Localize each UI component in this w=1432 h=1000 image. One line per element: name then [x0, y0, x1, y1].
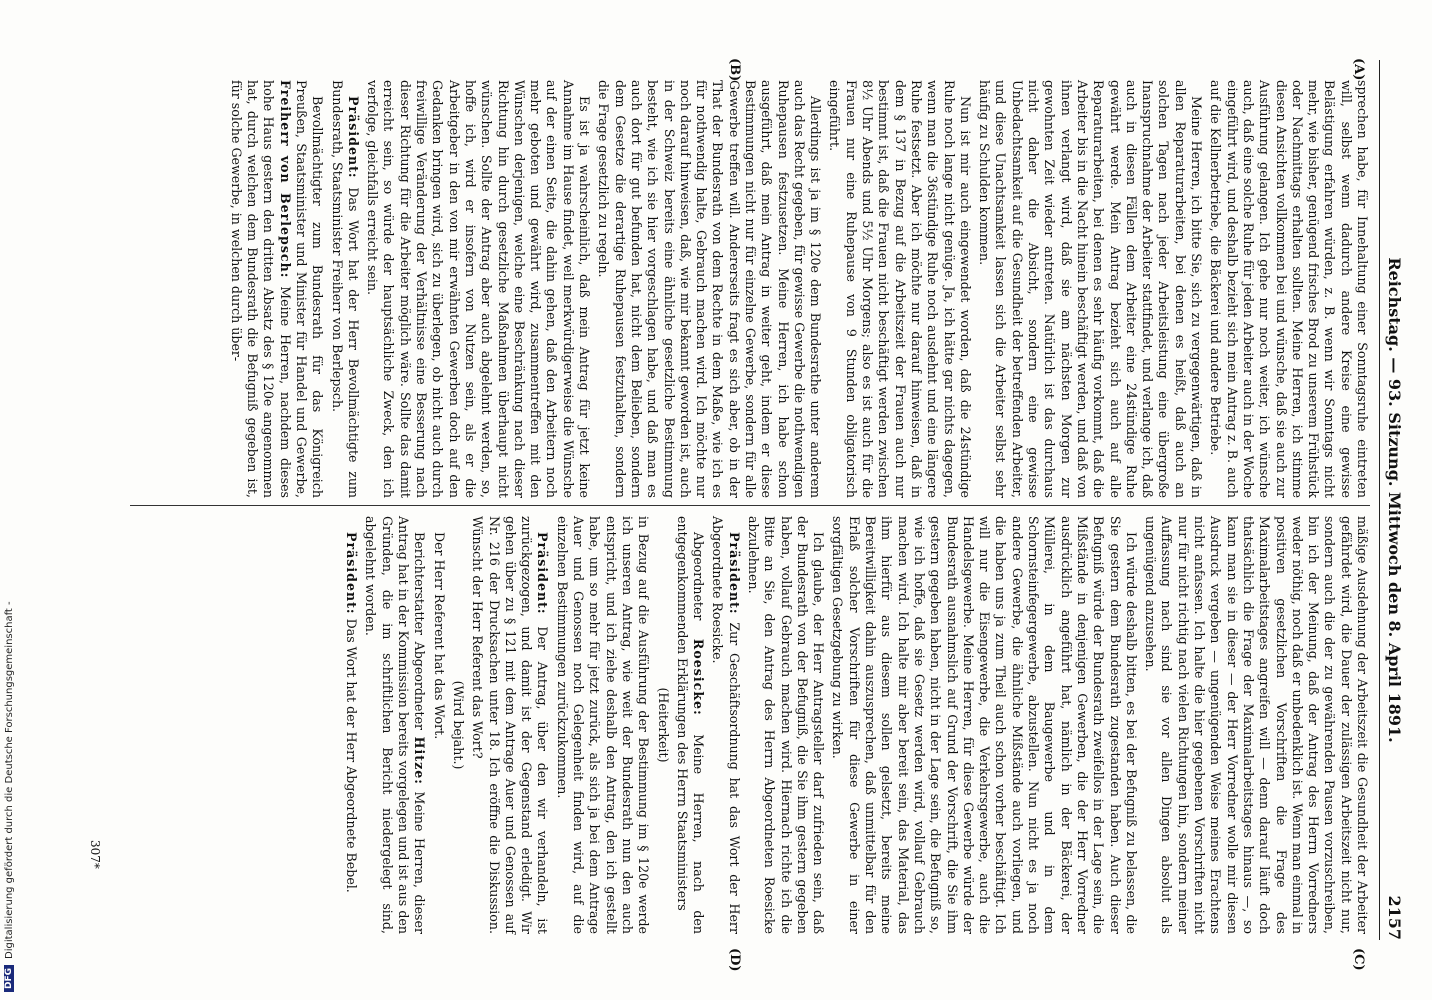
paragraph: in Bezug auf die Ausführung der Bestimmung im § 120e werde ich unseren Antrag, wie weit der Bundesrath nun den auch entspricht, und ich ziehe deshalb den Antrag, den ich gestellt habe, um so mehr für jetzt zurück, als sich ja bei dem Antrage Auer und Genossen noch Gelegenheit finden wird, auf die einzelnen Bestimmungen zurückzukommen. — [554, 516, 652, 934]
paragraph: Ich würde deshalb bitten, es bei der Befugniß zu belassen, die Sie gestern dem Bundesrath zugestanden haben. Auch dieser Befugniß würde der Bundesrath zweifellos in der Lage sein, die Mißstände in denjenigen Gewerben, die der Herr Vorredner ausdrücklich angeführt hat, nämlich in der Bäckerei, der Müllerei, in dem Baugewerbe und in dem Schornsteinfegergewerbe, abzustellen. Nun nicht es ja noch andere Gewerbe, die ähnliche Mißstände auch vorliegen, und die haben uns ja zum Theil auch schon vorher beschäftigt. Ich will nur die Eisengewerbe, die Verkehrsgewerbe, auch die Handelsgewerbe. Meine Herren, für diese Gewerbe würde der Bundesrath ausnahmslich auf Grund der Vorschrift, die Sie ihm gestern gegeben haben, nicht in der Lage sein, die Befugniß so, wie ich hoffe, daß sie Gesetz werden wird, vollauf Gebrauch machen wird. Ich halte mir aber bereit sein, das Material, das ihm hierfür aus diesem sollen gelsetzt, bereits meine Bereitwilligkeit dahin auszusprechen, daß unmittelbar für den Erlaß solcher Vorschriften für diese Gewerbe in einer sorgfältigen Gesetzgebung zu wirken. — [830, 516, 1139, 934]
speech-text: Der Antrag, über den wir verhandeln, ist zurückgezogen, und damit ist der Gegenstand erledigt. Wir gehen über zu § 121 mit dem Antrage Auer und Genossen auf Nr. 216 der Drucksachen unter 18. Ich eröffne die Diskussion. Wünscht der Herr Referent das Wort? — [470, 516, 551, 934]
credit-text: Digitalisierung gefördert durch die Deutsche Forschungsgemeinschaft - — [3, 601, 15, 959]
speaker-title: Bevollmächtigter zum Bundesrath für das Königreich Preußen, Staatsminister und Minister für Handel und Gewerbe, — [294, 80, 326, 498]
margin-marker-d: (D) — [727, 948, 742, 972]
running-title: Reichstag. — 93. Sitzung. Mittwoch den 8. April 1891. — [1385, 257, 1404, 743]
column-divider — [130, 505, 1370, 506]
stage-direction: (Wird bejaht.) — [450, 680, 466, 770]
speaker-name: Präsident: — [345, 96, 361, 179]
paragraph: Nun ist mir auch eingewendet worden, daß die 24stündige Ruhe noch lange nicht genüge. Ja, ich hätte gar nichts dagegen, wenn man die 36stündige Ruhe noch ausdehnt und eine längere Ruhe festsetzt. Aber ich möchte nur darauf hinweisen, daß in dem § 137 in Bezug auf die Arbeitszeit der Frauen auch nur bestimmt ist, daß die Frauen nicht beschäftigt werden zwischen 8½ Uhr Abends und 5½ Uhr Morgens; also es ist auch für die Frauen nur eine Ruhepause von 9 Stunden obligatorisch eingeführt. — [827, 80, 973, 498]
speech-president — [343, 516, 359, 934]
speaker-name: Roesicke: — [691, 638, 707, 716]
speech-text: Meine Herren, nach den entgegenkommenden Erklärungen des Herrn Staatsministers — [674, 516, 707, 934]
speaker-name: Hitze: — [412, 736, 428, 785]
dfg-logo: DFG — [4, 965, 14, 992]
speaker-name: Freiherr von Berlepsch: — [277, 80, 293, 279]
speech-president — [328, 80, 361, 498]
margin-marker-b: (B) — [727, 58, 742, 82]
speaker-title: Berichterstatter Abgeordneter — [412, 532, 428, 731]
speech-minister — [228, 80, 326, 498]
speech-text: Zur Geschäftsordnung hat das Wort der Herr Abgeordnete Roesicke. — [710, 516, 742, 934]
speech-president — [469, 516, 550, 934]
paragraph: Allerdings ist ja im § 120e dem Bundesrathe unter anderem auch das Recht gegeben, für gewisse Gewerbe die nothwendigen Ruhepausen festzusetzen. Meine Herren, ich habe schon ausgeführt, daß mein Antrag in weiter geht, indem er diese Bestimmungen nicht nur für einzelne Gewerbe, sondern für alle Gewerbe treffen will. Andererseits fragt es sich aber, ob in der That der Bundesrath von dem Rechte in dem Maße, wie ich es für nothwendig halte, Gebrauch machen wird. Ich möchte nur noch darauf hinweisen, daß, wie mir bekannt geworden ist, auch in der Schweiz bereits eine ähnliche gesetzliche Bestimmung besteht, wie ich sie hier vorgeschlagen habe, und daß man es auch dort für gut befunden hat, nicht dem Belieben, sondern dem Gesetze die derartige Ruhepausen festzuhalten, sondern die Frage gesetzlich zu regeln. — [596, 80, 824, 498]
right-column — [340, 516, 1370, 934]
speech-hitze — [362, 516, 427, 934]
paragraph: Ich glaube, der Herr Antragsteller darf zufrieden sein, daß der Bundesrath von der Befugniß, die Sie ihm gestern gegeben haben, vollauf Gebrauch machen wird. Hiernach richte ich die Bitte an Sie, den Antrag des Herrn Abgeordneten Roesicke abzulehnen. — [746, 516, 827, 934]
speech-text: Meine Herren, dieser Antrag hat in der Kommission bereits vorgelegen und ist aus den Gründen, die im schriftlichen Bericht niedergelegt sind, abgelehnt worden. — [363, 516, 428, 934]
digitization-credit — [0, 0, 18, 1000]
margin-marker-c: (C) — [1351, 948, 1366, 971]
speaker-name: Präsident: — [726, 532, 742, 615]
margin-marker-a: (A) — [1351, 58, 1366, 81]
paragraph: sprechen habe, für Innehaltung einer Sonntagsruhe eintreten will, selbst wenn dadurch andere Kreise eine gewisse Belästigung erfahren würden, z. B. wenn wir Sonntags nicht mehr, wie bisher, genügend frisches Brod zu unserem Frühstück oder Nachmittags erhalten sollten. Meine Herren, ich stimme diesen Ansichten vollkommen bei und wünsche, daß sie auch zur Ausführung gelangen. Ich gehe nur noch weiter, ich wünsche auch, daß eine solche Ruhe für jeden Arbeiter auch in der Woche eingeführt wird, und deshalb bezieht sich mein Antrag z. B. auch auf die Kellnerbetriebe, die Bäckerei und andere Betriebe. — [1208, 80, 1370, 498]
speech-president — [709, 516, 742, 934]
speech-text: Das Wort hat der Herr Bevollmächtigte zum Bundesrath, Staatsminister Freiherr von Berlepsch. — [329, 80, 361, 498]
speech-text: Meine Herren, nachdem dieses hohe Haus gestern den dritten Absatz des § 120e angenommen hat, durch welchen dem Bundesrath die Befugniß gegeben ist, für solche Gewerbe, in welchen durch über- — [228, 80, 293, 498]
stage-direction: (Heiterkeit) — [655, 687, 671, 763]
speaker-title: Abgeordneter — [691, 532, 707, 621]
paragraph: Meine Herren, ich bitte Sie, sich zu vergegenwärtigen, daß in allen Reparaturarbeiten, bei denen es heißt, daß auch an solchen Tagen nach jeder Arbeitsleistung eine übergroße Inanspruchnahme der Arbeiter stattfindet, und verlange ich, daß auch in diesen Fällen dem Arbeiter eine 24stündige Ruhe gewährt werde. Mein Antrag bezieht sich auch auf alle Reparaturarbeiten, bei denen es sehr häufig vorkommt, daß die Arbeiter bis in die Nacht hinein beschäftigt werden, und daß von ihnen verlangt wird, daß sie am nächsten Morgen zur gewohnten Zeit wieder antreten. Natürlich ist das durchaus nicht daher die Absicht, sondern eine gewisse Unbedachtsamkeit auf die Gesundheit der betreffenden Arbeiter, und diese Unachtsamkeit lassen sich die Arbeiter selbst sehr häufig zu Schulden kommen. — [977, 80, 1205, 498]
speaker-name: Präsident: — [535, 532, 551, 615]
speech-roesicke — [674, 516, 707, 934]
page-number: 2157 — [1385, 895, 1404, 940]
paragraph: mäßige Ausdehnung der Arbeitszeit die Gesundheit der Arbeiter gefährdet wird, die Dauer der zulässigen Arbeitszeit nicht nur, sondern auch die der zu gewährenden Pausen vorzuschreiben, bin ich der Meinung, daß der Antrag des Herrn Vorredners weder nöthig, noch daß er unbedenklich ist. Wenn man einmal in positiven gesetzlichen Vorschriften die Frage des Maximalarbeitstages angreifen will — denn darauf läuft doch thatsächlich die Frage der Maximalarbeitstages hinaus —, so kann man sie in dieser — der Herr Vorredner wolle mir diesen Ausdruck vergeben — ungenügenden Weise meines Erachtens nicht anfassen. Ich halte die hier gegebenen Vorschriften nicht nur für nicht richtig nach vielen Richtungen hin, sondern meiner Auffassung nach sind sie vor allen Dingen absolut als ungenügend anzusehen. — [1143, 516, 1370, 934]
page-header — [1379, 60, 1404, 940]
signature-mark: 307* — [88, 840, 102, 869]
paragraph: Der Herr Referent hat das Wort. — [431, 532, 447, 740]
paragraph: Es ist ja wahrscheinlich, daß mein Antrag für jetzt keine Annahme im Hause findet, weil merkwürdigerweise die Wünsche auf der einen Seite, die dahin gehen, daß den Arbeitern noch mehr geboten und gewährt wird, zusammentreffen mit den Wünschen derjenigen, welche eine Beschränkung nach dieser Richtung hin durch gesetzliche Maßnahmen überhaupt nicht wünschen. Sollte der Antrag aber auch abgelehnt werden, so, hoffe ich, wird er insofern von Nutzen sein, als er die Arbeitgeber in den von mir erwähnten Gewerben doch auf den Gedanken bringen wird, sich zu überlegen, ob nicht auch durch freiwillige Veränderung der Verhältnisse eine Besserung nach dieser Richtung für die Arbeiter möglich wäre. Sollte das damit erreicht sein, so würde der hauptsächliche Zweck, den ich verfolge, gleichfalls erreicht sein. — [365, 80, 593, 498]
speech-text: Das Wort hat der Herr Abgeordnete Bebel. — [344, 618, 360, 893]
speaker-name: Präsident: — [344, 532, 360, 615]
left-column — [225, 80, 1370, 498]
